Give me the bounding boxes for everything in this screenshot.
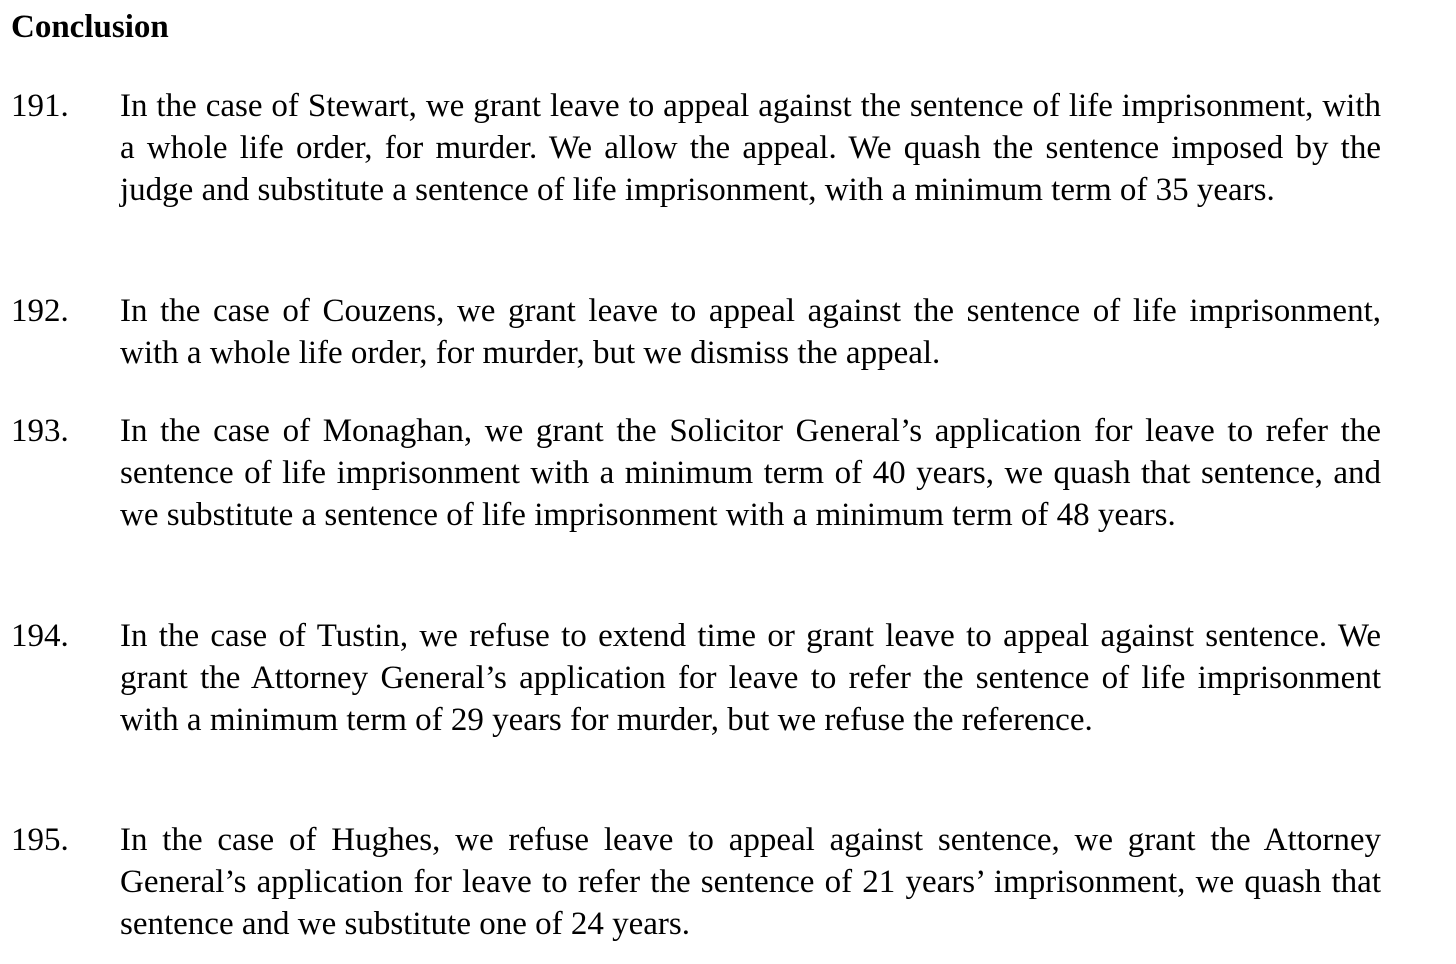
paragraph-194 bbox=[11, 615, 1381, 741]
paragraph-number: 191. bbox=[11, 88, 69, 124]
paragraph-number: 195. bbox=[11, 822, 69, 858]
paragraph-number: 192. bbox=[11, 293, 69, 329]
paragraph-text: In the case of Hughes, we refuse leave to appeal against sentence, we grant the Attorney General’s application for leave to refer the sentence of 21 years’ imprisonment, we quash that sentence and we substitute one of 24 years. bbox=[120, 822, 1381, 942]
paragraph-195 bbox=[11, 819, 1381, 945]
paragraph-number: 194. bbox=[11, 618, 69, 654]
section-heading: Conclusion bbox=[11, 9, 169, 45]
paragraph-text: In the case of Couzens, we grant leave to appeal against the sentence of life imprisonment, with a whole life order, for murder, but we dismiss the appeal. bbox=[120, 293, 1381, 371]
paragraph-text: In the case of Monaghan, we grant the Solicitor General’s application for leave to refer the sentence of life imprisonment with a minimum term of 40 years, we quash that sentence, and we substitute a sentence of life imprisonment with a minimum term of 48 years. bbox=[120, 413, 1381, 533]
paragraph-193 bbox=[11, 410, 1381, 536]
paragraph-text: In the case of Tustin, we refuse to extend time or grant leave to appeal against sentence. We grant the Attorney General’s application for leave to refer the sentence of life imprisonment with a minimum term of 29 years for murder, but we refuse the reference. bbox=[120, 618, 1381, 738]
paragraph-192 bbox=[11, 290, 1381, 374]
paragraph-191 bbox=[11, 85, 1381, 211]
paragraph-number: 193. bbox=[11, 413, 69, 449]
paragraph-text: In the case of Stewart, we grant leave to appeal against the sentence of life imprisonment, with a whole life order, for murder. We allow the appeal. We quash the sentence imposed by the judge and substitute a sentence of life imprisonment, with a minimum term of 35 years. bbox=[120, 88, 1381, 208]
